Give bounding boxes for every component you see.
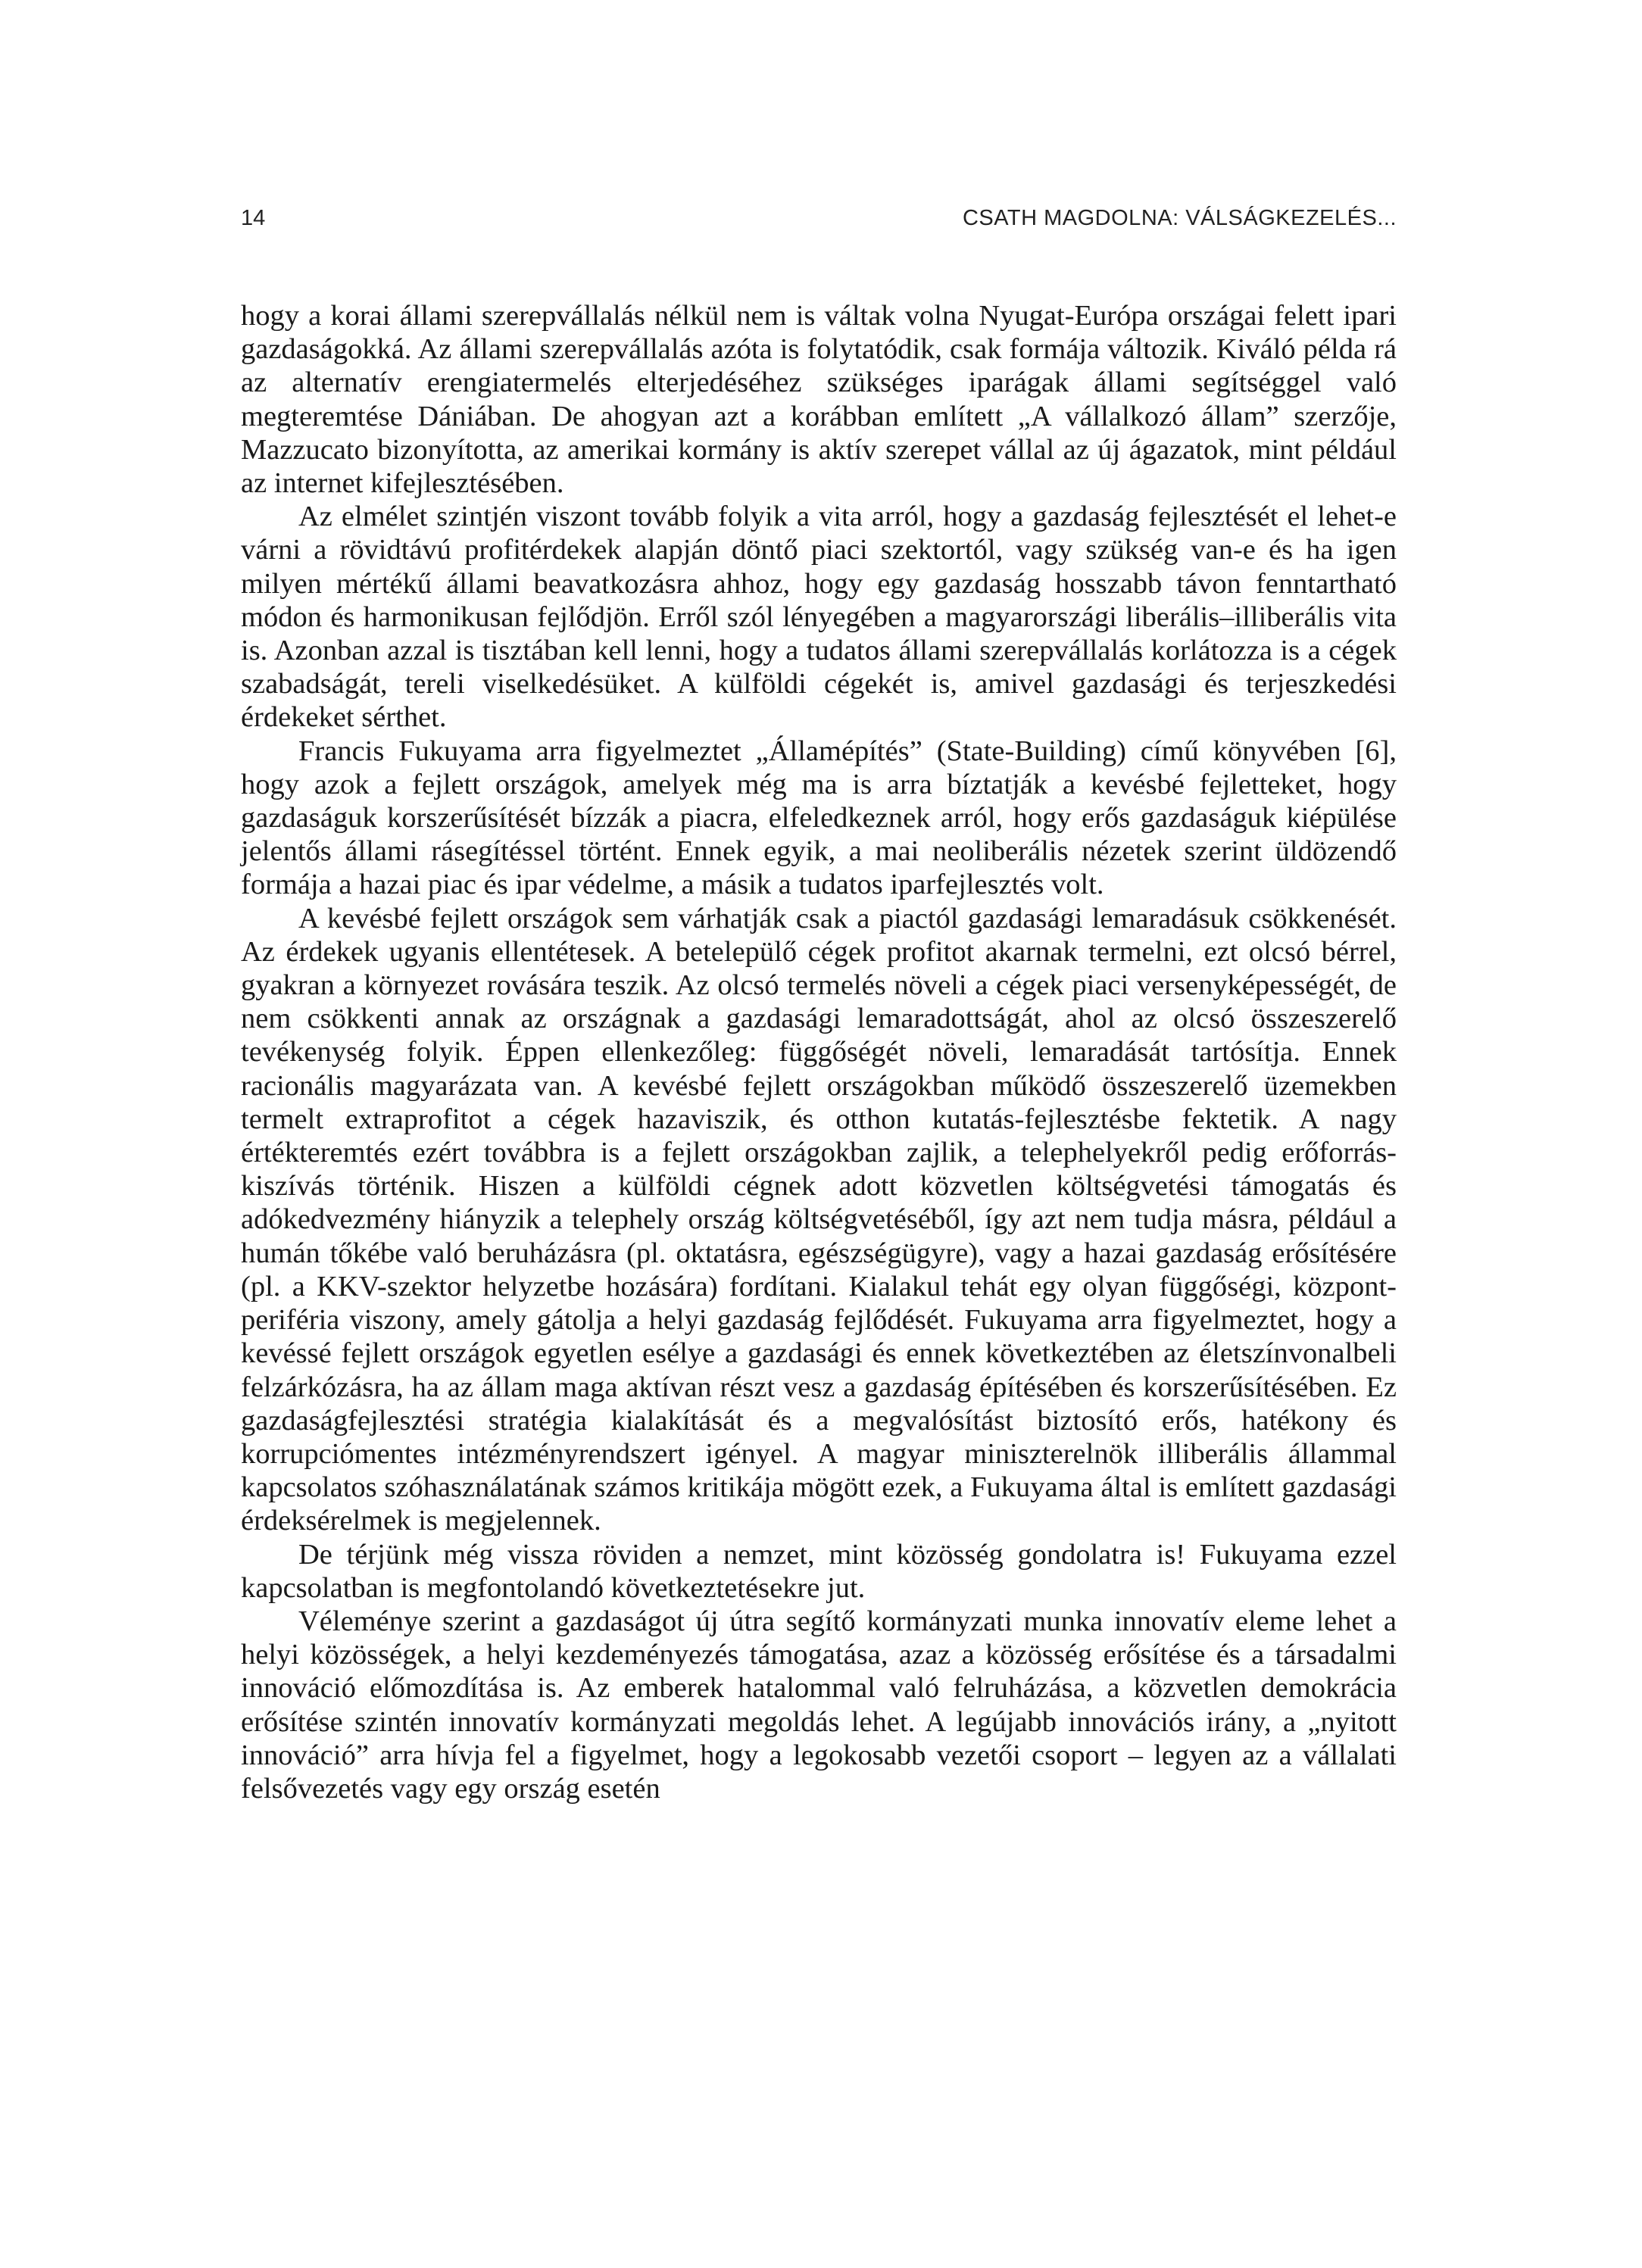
running-title: CSATH MAGDOLNA: VÁLSÁGKEZELÉS...: [962, 206, 1397, 230]
paragraph: hogy a korai állami szerepvállalás nélkül nem is váltak volna Nyugat-Európa országai felett ipari gazdaságokká. Az állami szerepvállalás azóta is folytatódik, csak formája változik. Kiváló példa rá az alternatív erengiatermelés elterjedéséhez szükséges iparágak állami segítséggel való megteremtése Dániában. De ahogyan azt a korábban említett „A vállalkozó állam” szerzője, Mazzucato bizonyította, az amerikai kormány is aktív szerepet vállal az új ágazatok, mint például az internet kifejlesztésében.: [241, 300, 1397, 500]
paragraph: Véleménye szerint a gazdaságot új útra segítő kormányzati munka innovatív eleme lehet a helyi közösségek, a helyi kezdeményezés támogatása, azaz a közösség erősítése és a társadalmi innováció előmozdítása is. Az emberek hatalommal való felruházása, a közvetlen demokrácia erősítése szintén innovatív kormányzati megoldás lehet. A legújabb innovációs irány, a „nyitott innováció” arra hívja fel a figyelmet, hogy a legokosabb vezetői csoport – legyen az a vállalati felsővezetés vagy egy ország esetén: [241, 1605, 1397, 1805]
page-header: [241, 203, 1397, 233]
paragraph: Francis Fukuyama arra figyelmeztet „Államépítés” (State-Building) című könyvében [6], hogy azok a fejlett országok, amelyek még ma is arra bíztatják a kevésbé fejletteket, hogy gazdaságuk korszerűsítését bízzák a piacra, elfeledkeznek arról, hogy erős gazdaságuk kiépülése jelentős állami rásegítéssel történt. Ennek egyik, a mai neoliberális nézetek szerint üldözendő formája a hazai piac és ipar védelme, a másik a tudatos iparfejlesztés volt.: [241, 735, 1397, 901]
paragraph: Az elmélet szintjén viszont tovább folyik a vita arról, hogy a gazdaság fejlesztését el lehet-e várni a rövidtávú profitérdekek alapján döntő piaci szektortól, vagy szükség van-e és ha igen milyen mértékű állami beavatkozásra ahhoz, hogy egy gazdaság hosszabb távon fenntartható módon és harmonikusan fejlődjön. Erről szól lényegében a magyarországi liberális–illiberális vita is. Azonban azzal is tisztában kell lenni, hogy a tudatos állami szerepvállalás korlátozza is a cégek szabadságát, tereli viselkedésüket. A külföldi cégekét is, amivel gazdasági és terjeszkedési érdekeket sérthet.: [241, 501, 1397, 734]
page-number: 14: [241, 206, 266, 230]
paragraph: De térjünk még vissza röviden a nemzet, mint közösség gondolatra is! Fukuyama ezzel kapcsolatban is megfontolandó következtetésekre jut.: [241, 1538, 1397, 1604]
paragraph: A kevésbé fejlett országok sem várhatják csak a piactól gazdasági lemaradásuk csökkenését. Az érdekek ugyanis ellentétesek. A betelepülő cégek profitot akarnak termelni, ezt olcsó bérrel, gyakran a környezet rovására teszik. Az olcsó termelés növeli a cégek piaci versenyképességét, de nem csökkenti annak az országnak a gazdasági lemaradottságát, ahol az olcsó összeszerelő tevékenység folyik. Éppen ellenkezőleg: függőségét növeli, lemaradását tartósítja. Ennek racionális magyarázata van. A kevésbé fejlett országokban működő összeszerelő üzemekben termelt extraprofitot a cégek hazaviszik, és otthon kutatás-fejlesztésbe fektetik. A nagy értékteremtés ezért továbbra is a fejlett országokban zajlik, a telephelyekről pedig erőforrás-kiszívás történik. Hiszen a külföldi cégnek adott közvetlen költségvetési támogatás és adókedvezmény hiányzik a telephely ország költségvetéséből, így azt nem tudja másra, például a humán tőkébe való beruházásra (pl. oktatásra, egészségügyre), vagy a hazai gazdaság erősítésére (pl. a KKV-szektor helyzetbe hozására) fordítani. Kialakul tehát egy olyan függőségi, központ-periféria viszony, amely gátolja a helyi gazdaság fejlődését. Fukuyama arra figyelmeztet, hogy a kevéssé fejlett országok egyetlen esélye a gazdasági és ennek következtében az életszínvonalbeli felzárkózásra, ha az állam maga aktívan részt vesz a gazdaság építésében és korszerűsítésében. Ez gazdaságfejlesztési stratégia kialakítását és a megvalósítást biztosító erős, hatékony és korrupciómentes intézményrendszert igényel. A magyar miniszterelnök illiberális állammal kapcsolatos szóhasználatának számos kritikája mögött ezek, a Fukuyama által is említett gazdasági érdeksérelmek is megjelennek.: [241, 902, 1397, 1537]
body-text: [241, 299, 1397, 1805]
